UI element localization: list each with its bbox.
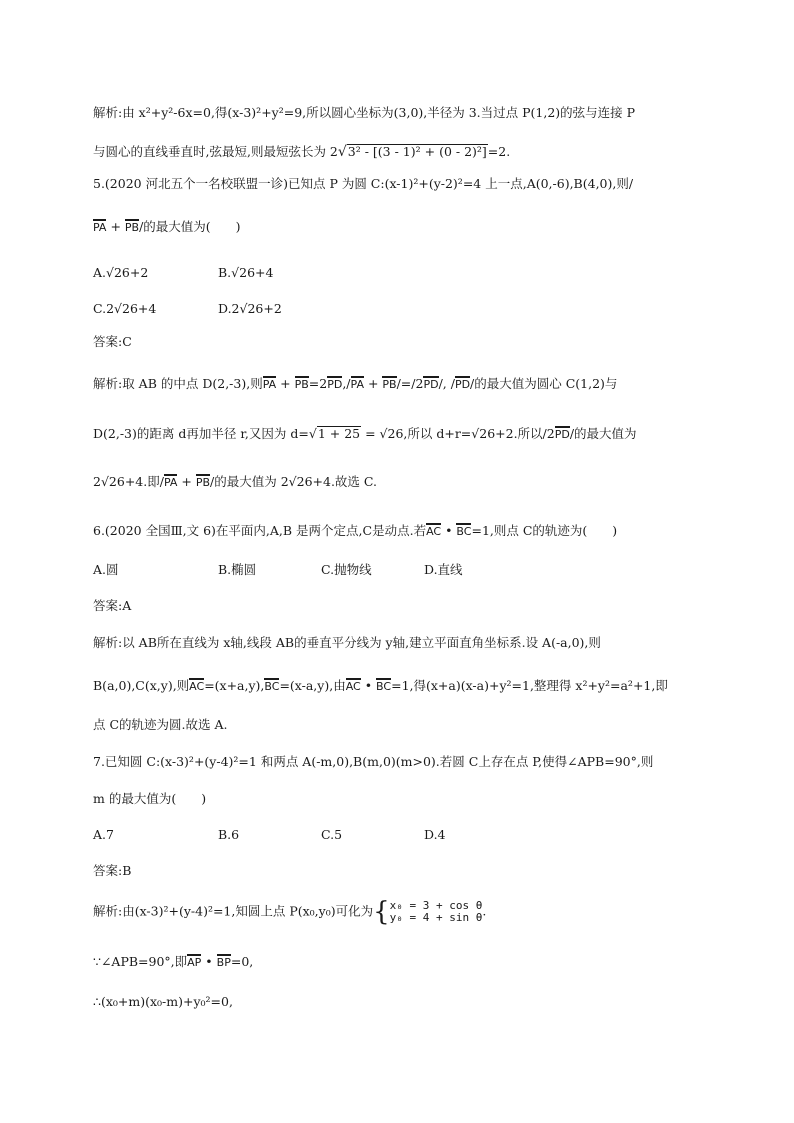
question-5-options-1 xyxy=(93,264,273,282)
option-b: B.6 xyxy=(218,827,240,842)
text: = √26,所以 d+r=√26+2.所以/2 xyxy=(361,426,555,441)
text: =(x-a,y),由 xyxy=(279,678,346,693)
vector-bc: BC xyxy=(264,680,280,693)
text: /=/2 xyxy=(396,376,424,391)
answer-7: 答案:B xyxy=(93,863,132,878)
option-c: C.5 xyxy=(321,827,343,842)
vector-ac: AC xyxy=(426,525,442,538)
vector-pb: PB xyxy=(195,476,211,489)
explanation-4-line-2 xyxy=(93,143,510,161)
vector-bc: BC xyxy=(456,525,472,538)
dot: • xyxy=(201,954,217,969)
text: B(a,0),C(x,y),则 xyxy=(93,678,190,693)
vector-pa: PA xyxy=(93,221,107,234)
brace: { xyxy=(373,897,390,927)
text: =1,得(x+a)(x-a)+y²=1,整理得 x²+y²=a²+1,即 xyxy=(391,678,668,693)
text: /, / xyxy=(438,376,455,391)
explanation-5-line-1 xyxy=(93,375,617,393)
explanation-6-line-3: 点 C的轨迹为圆.故选 A. xyxy=(93,717,228,732)
answer-5: 答案:C xyxy=(93,334,132,349)
option-b: B.椭圆 xyxy=(218,562,257,577)
text: 解析:由(x-3)²+(y-4)²=1,知圆上点 P(x₀,y₀)可化为 xyxy=(93,903,374,919)
question-7-stem-2: m 的最大值为( ) xyxy=(93,791,207,806)
explanation-6-line-1: 解析:以 AB所在直线为 x轴,线段 AB的垂直平分线为 y轴,建立平面直角坐标系.设 A(-a,0),则 xyxy=(93,635,601,650)
explanation-7-line-2 xyxy=(93,953,253,971)
explanation-4-line-1: 解析:由 x²+y²-6x=0,得(x-3)²+y²=9,所以圆心坐标为(3,0),半径为 3.当过点 P(1,2)的弦与连接 P xyxy=(93,105,636,120)
vector-pa: PA xyxy=(262,378,277,391)
text: ,/ xyxy=(342,376,351,391)
text: 解析:取 AB 的中点 D(2,-3),则 xyxy=(93,376,263,391)
vector-pa: PA xyxy=(350,378,364,391)
option-d: D.2√26+2 xyxy=(218,301,282,316)
option-d: D.4 xyxy=(424,827,446,842)
plus: + xyxy=(276,376,295,391)
equation-1: x₀ = 3 + cos θ xyxy=(389,899,483,912)
plus: + xyxy=(177,474,196,489)
question-5-options-2 xyxy=(93,300,282,318)
question-7-options xyxy=(93,826,446,844)
text: /的最大值为( ) xyxy=(139,219,241,234)
question-5-stem: 5.(2020 河北五个一名校联盟一诊)已知点 P 为圆 C:(x-1)²+(y-2)²=4 上一点,A(0,-6),B(4,0),则/ xyxy=(93,176,634,191)
radicand: 3² - [(3 - 1)² + (0 - 2)²] xyxy=(347,144,487,159)
explanation-7-line-1 xyxy=(93,897,487,927)
explanation-6-line-2 xyxy=(93,677,668,695)
vector-pb: PB xyxy=(382,378,397,391)
text: D(2,-3)的距离 d再加半径 r,又因为 d=√ xyxy=(93,426,317,441)
text: =0, xyxy=(230,954,254,969)
vector-bp: BP xyxy=(216,956,231,969)
question-7-stem-1: 7.已知圆 C:(x-3)²+(y-4)²=1 和两点 A(-m,0),B(m,0)(m>0).若圆 C上存在点 P,使得∠APB=90°,则 xyxy=(93,754,654,769)
option-c: C.2√26+4 xyxy=(93,301,157,316)
equation-system xyxy=(390,900,483,924)
text: 2√26+4.即/ xyxy=(93,474,164,489)
text: 6.(2020 全国Ⅲ,文 6)在平面内,A,B 是两个定点,C是动点.若 xyxy=(93,523,427,538)
text: . xyxy=(482,903,487,919)
question-6-stem xyxy=(93,522,617,540)
text: =(x+a,y), xyxy=(204,678,265,693)
answer-6: 答案:A xyxy=(93,598,132,613)
vector-ac: AC xyxy=(345,680,361,693)
explanation-5-line-2 xyxy=(93,425,637,443)
option-a: A.圆 xyxy=(93,562,119,577)
plus: + xyxy=(363,376,383,391)
question-6-options xyxy=(93,561,463,579)
text: ∵∠APB=90°,即 xyxy=(93,954,188,969)
vector-pd: PD xyxy=(454,378,471,391)
sqrt-sign: √ xyxy=(337,144,347,160)
vector-pb: PB xyxy=(124,221,140,234)
vector-ap: AP xyxy=(187,956,202,969)
question-5-stem-2 xyxy=(93,218,241,236)
vector-bc: BC xyxy=(376,680,392,693)
text: /的最大值为 xyxy=(569,426,637,441)
explanation-7-line-3: ∴(x₀+m)(x₀-m)+y₀²=0, xyxy=(93,994,233,1009)
option-a: A.√26+2 xyxy=(93,265,149,280)
dot: • xyxy=(441,523,457,538)
option-c: C.抛物线 xyxy=(321,562,372,577)
text: /的最大值为 2√26+4.故选 C. xyxy=(210,474,377,489)
vector-pb: PB xyxy=(294,378,309,391)
equation-2: y₀ = 4 + sin θ xyxy=(389,911,483,924)
vector-pa: PA xyxy=(163,476,178,489)
option-d: D.直线 xyxy=(424,562,463,577)
dot: • xyxy=(360,678,377,693)
text: =1,则点 C的轨迹为( ) xyxy=(471,523,618,538)
vector-ac: AC xyxy=(189,680,205,693)
vector-pd: PD xyxy=(423,378,439,391)
vector-pd: PD xyxy=(554,428,570,441)
text: 与圆心的直线垂直时,弦最短,则最短弦长为 2 xyxy=(93,144,338,159)
text: /的最大值为圆心 C(1,2)与 xyxy=(470,376,618,391)
radicand: 1 + 25 xyxy=(317,426,361,441)
option-a: A.7 xyxy=(93,827,114,842)
text: =2. xyxy=(487,144,511,159)
option-b: B.√26+4 xyxy=(218,265,274,280)
explanation-5-line-3 xyxy=(93,473,377,491)
text: =2 xyxy=(308,376,328,391)
plus: + xyxy=(106,219,125,234)
vector-pd: PD xyxy=(327,378,343,391)
